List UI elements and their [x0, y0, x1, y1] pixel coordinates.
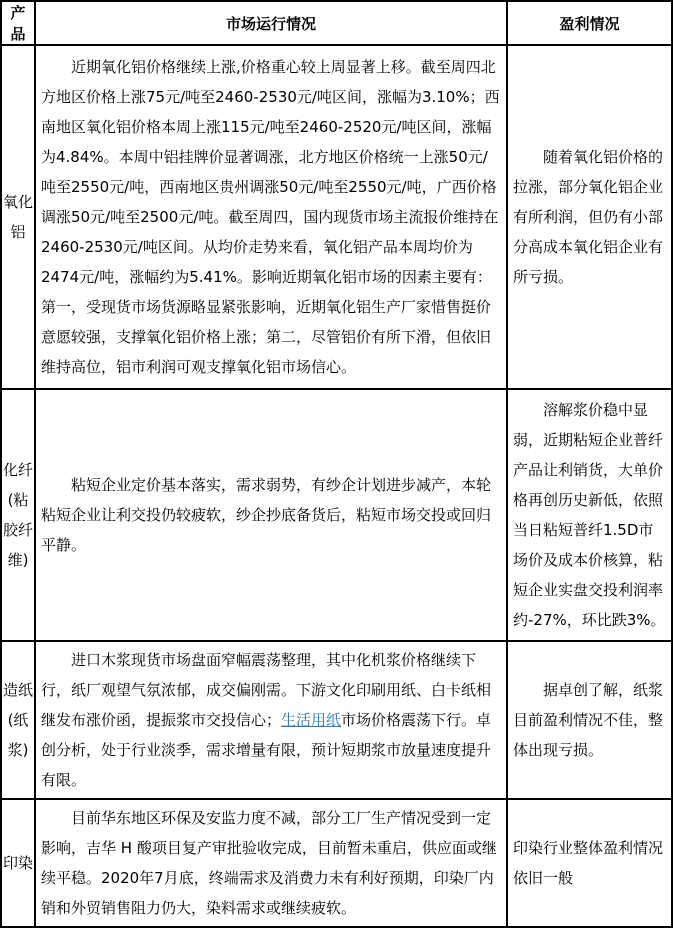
profit-cell-papermaking	[507, 641, 672, 799]
table-row-chemical-fiber	[1, 389, 672, 641]
col-header-product: 产品	[1, 1, 35, 45]
profit-text-chemical-fiber: 溶解浆价稳中显弱，近期粘短企业普纤产品让利销货，大单价格再创历史新低，依照当日粘短普纤1.5D市场价及成本价核算，粘短企业实盘交投利润率约-27%，环比跌3%。	[513, 401, 666, 629]
profit-text-papermaking: 据卓创了解，纸浆目前盈利情况不佳，整体出现亏损。	[513, 681, 664, 759]
market-text-before-link: 进口木浆现货市场盘面窄幅震荡整理，其中化机浆价格继续下行，纸厂观望气氛浓郁，成交偏刚需。下游文化印刷用纸、白卡纸相继发布涨价函，提振浆市交投信心；	[41, 651, 492, 729]
tissue-paper-link[interactable]: 生活用纸	[281, 711, 342, 729]
table-row-papermaking	[1, 641, 672, 799]
profit-text-printing-dyeing: 印染行业整体盈利情况依旧一般	[513, 839, 664, 887]
market-text-after-link: 市场价格震荡下行。卓创分析，处于行业淡季，需求增量有限，预计短期浆市放量速度提升有限。	[41, 711, 492, 789]
profit-text-alumina: 随着氧化铝价格的拉涨，部分氧化铝企业有所利润，但仍有小部分高成本氧化铝企业有所亏损。	[513, 148, 664, 286]
table-row-alumina	[1, 45, 672, 389]
profit-cell-alumina	[507, 45, 672, 389]
profit-cell-printing-dyeing	[507, 799, 672, 927]
market-text-chemical-fiber: 粘短企业定价基本落实，需求弱势，有纱企计划进步减产，本轮粘短企业让利交投仍较疲软，纱企抄底备货后，粘短市场交投或回归平静。	[41, 476, 492, 554]
header-row	[1, 1, 672, 45]
market-cell-printing-dyeing	[35, 799, 507, 927]
profit-cell-chemical-fiber	[507, 389, 672, 641]
table-row-printing-dyeing	[1, 799, 672, 927]
product-label-papermaking: 造纸(纸浆)	[1, 641, 35, 799]
market-cell-papermaking	[35, 641, 507, 799]
market-text-papermaking	[41, 645, 500, 795]
product-label-printing-dyeing: 印染	[1, 799, 35, 927]
market-cell-chemical-fiber	[35, 389, 507, 641]
market-text-printing-dyeing: 目前华东地区环保及安监力度不减，部分工厂生产情况受到一定影响，吉华 H 酸项目复产审批验收完成，目前暂未重启，供应面或继续平稳。2020年7月底，终端需求及消费力未有利好预期，印染厂内销和外贸销售阻力仍大，染料需求或继续疲软。	[41, 809, 497, 917]
market-cell-alumina	[35, 45, 507, 389]
col-header-profit: 盈利情况	[507, 1, 672, 45]
product-label-chemical-fiber: 化纤(粘胶纤维)	[1, 389, 35, 641]
market-text-alumina: 近期氧化铝价格继续上涨,价格重心较上周显著上移。截至周四北方地区价格上涨75元/吨至2460-2530元/吨区间，涨幅为3.10%；西南地区氧化铝价格本周上涨115元/吨至2460-2520元/吨区间，涨幅为4.84%。本周中铝挂牌价显著调涨，北方地区价格统一上涨50元/吨至2550元/吨，西南地区贵州调涨50元/吨至2550元/吨，广西价格调涨50元/吨至2500元/吨。截至周四，国内现货市场主流报价维持在2460-2530元/吨区间。从均价走势来看，氧化铝产品本周均价为2474元/吨，涨幅约为5.41%。影响近期氧化铝市场的因素主要有：第一，受现货市场货源略显紧张影响，近期氧化铝生产厂家惜售挺价意愿较强，支撑氧化铝价格上涨；第二，尽管铝价有所下滑，但依旧维持高位，铝市利润可观支撑氧化铝市场信心。	[41, 58, 500, 376]
col-header-market: 市场运行情况	[35, 1, 507, 45]
product-label-alumina: 氧化铝	[1, 45, 35, 389]
